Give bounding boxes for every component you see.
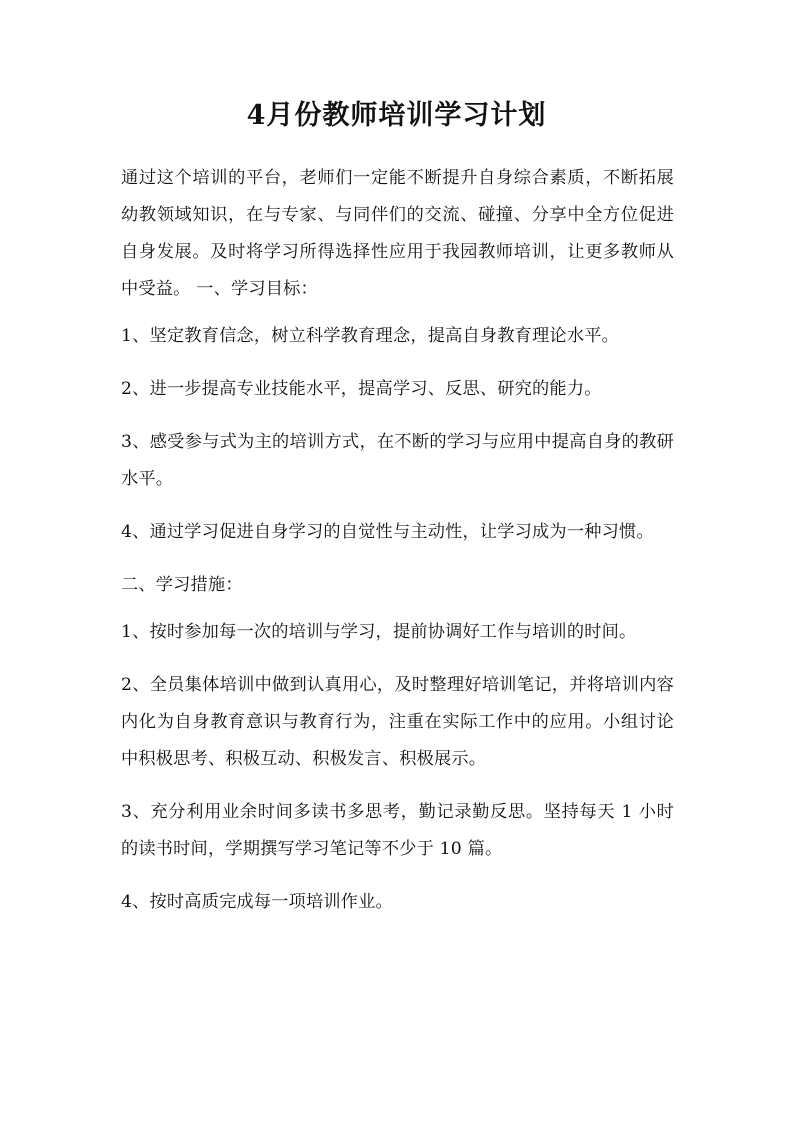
intro-paragraph: 通过这个培训的平台，老师们一定能不断提升自身综合素质，不断拓展幼教领域知识，在与专家、与同伴们的交流、碰撞、分享中全方位促进自身发展。及时将学习所得选择性应用于我园教师培训，让更多教师从中受益。 一、学习目标： bbox=[121, 168, 674, 299]
measure-item-2: 2、全员集体培训中做到认真用心，及时整理好培训笔记，并将培训内容内化为自身教育意识与教育行为，注重在实际工作中的应用。小组讨论中积极思考、积极互动、积极发言、积极展示。 bbox=[121, 675, 674, 769]
goal-item-1: 1、坚定教育信念，树立科学教育理念，提高自身教育理论水平。 bbox=[121, 326, 619, 346]
document-body bbox=[121, 160, 674, 937]
goal-item-2: 2、进一步提高专业技能水平，提高学习、反思、研究的能力。 bbox=[121, 379, 602, 399]
goal-item-4: 4、通过学习促进自身学习的自觉性与主动性，让学习成为一种习惯。 bbox=[121, 522, 654, 542]
measure-item-1: 1、按时参加每一次的培训与学习，提前协调好工作与培训的时间。 bbox=[121, 622, 637, 642]
goal-item-3: 3、感受参与式为主的培训方式，在不断的学习与应用中提高自身的教研水平。 bbox=[121, 432, 674, 489]
measures-heading: 二、学习措施： bbox=[121, 575, 243, 595]
measure-item-3: 3、充分利用业余时间多读书多思考，勤记录勤反思。坚持每天 1 小时的读书时间，学期撰写学习笔记等不少于 10 篇。 bbox=[121, 802, 674, 859]
document-title: 4月份教师培训学习计划 bbox=[246, 100, 547, 131]
measure-item-4: 4、按时高质完成每一项培训作业。 bbox=[121, 892, 393, 912]
